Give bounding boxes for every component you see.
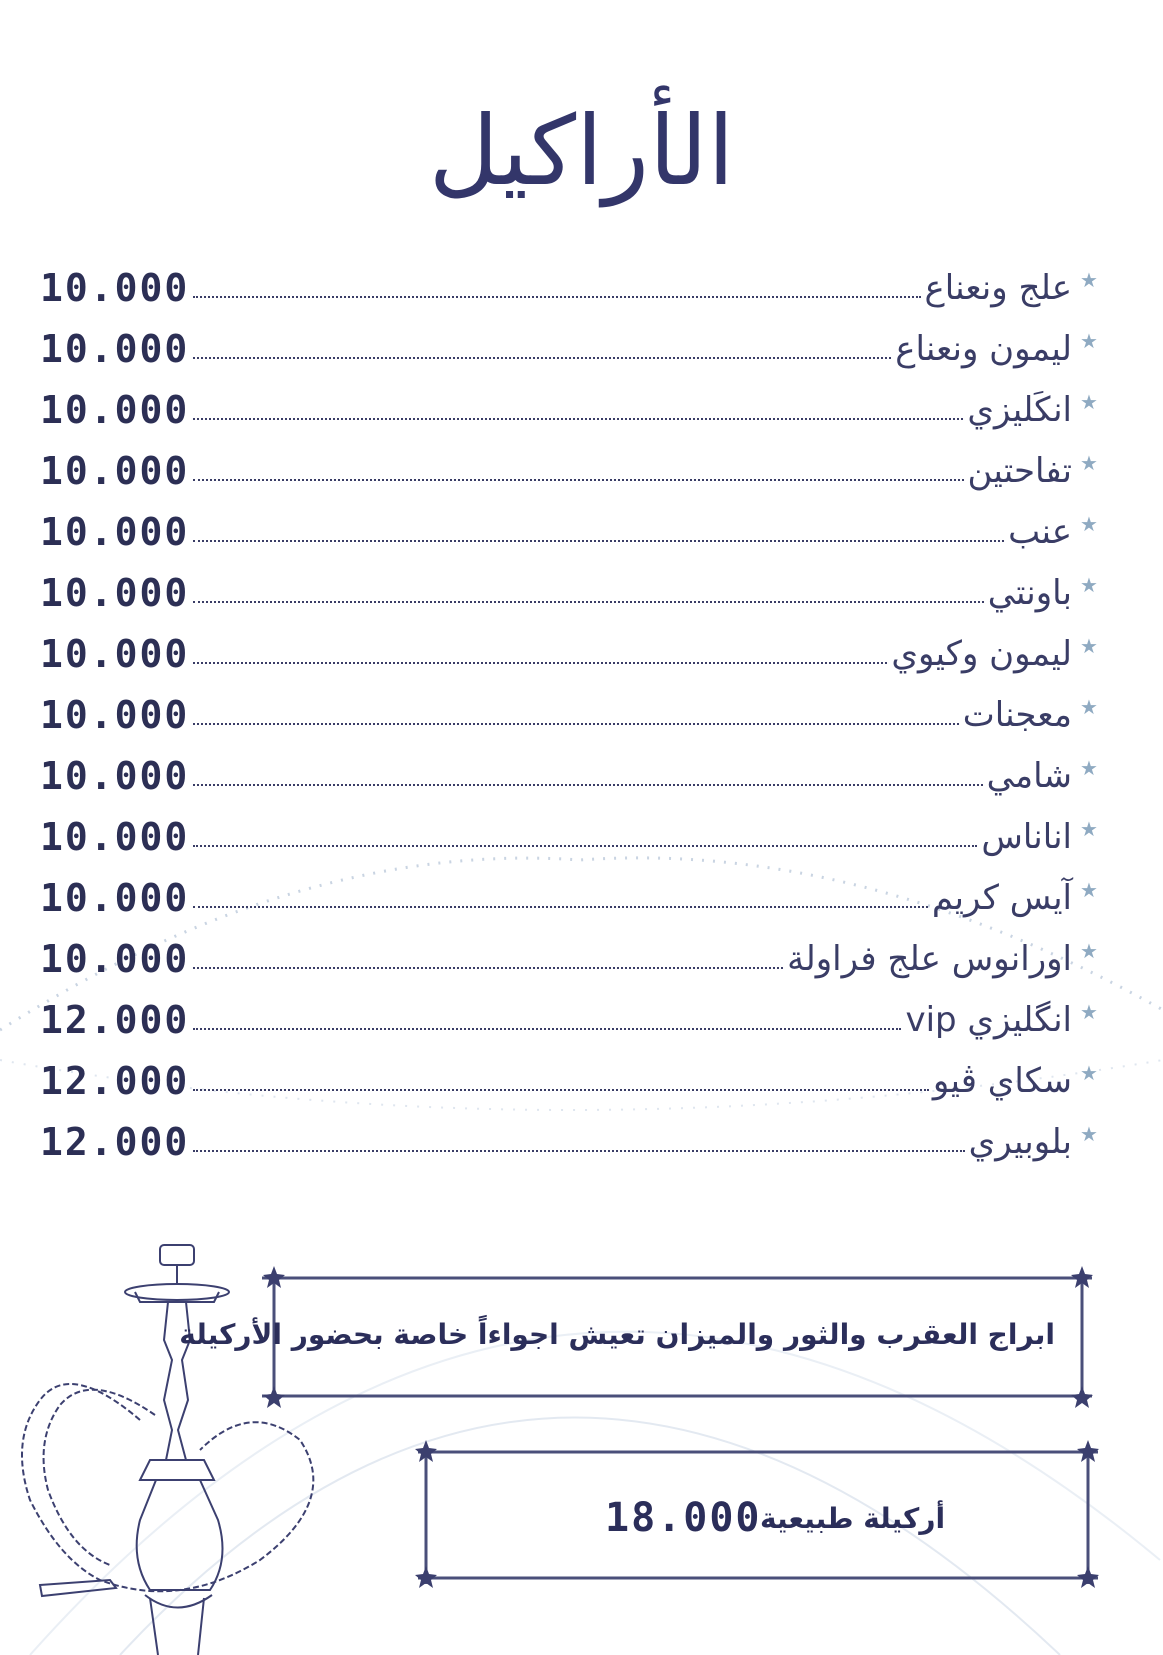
item-price: 10.000 xyxy=(40,632,190,676)
dot-leader xyxy=(193,662,887,664)
star-icon: ★ xyxy=(1080,1122,1098,1146)
item-name: عنب xyxy=(1008,512,1072,552)
dot-leader xyxy=(193,296,920,298)
menu-item xyxy=(40,553,1100,615)
page-title: الأراكيل xyxy=(428,95,735,207)
natural-hookah-name: أركيلة طبيعية xyxy=(760,1502,946,1535)
item-name: اناناس xyxy=(981,817,1072,857)
dot-leader xyxy=(193,418,963,420)
menu-item xyxy=(40,980,1100,1042)
star-icon: ★ xyxy=(1080,573,1098,597)
menu-item xyxy=(40,492,1100,554)
menu-item xyxy=(40,1041,1100,1103)
menu-item xyxy=(40,309,1100,371)
menu-item xyxy=(40,797,1100,859)
menu-item xyxy=(40,614,1100,676)
item-price: 12.000 xyxy=(40,1059,190,1103)
menu-item xyxy=(40,431,1100,493)
item-price: 12.000 xyxy=(40,998,190,1042)
item-price: 10.000 xyxy=(40,327,190,371)
item-price: 10.000 xyxy=(40,754,190,798)
item-name: شامي xyxy=(986,756,1072,796)
star-icon: ★ xyxy=(1080,451,1098,475)
item-price: 10.000 xyxy=(40,937,190,981)
dot-leader xyxy=(193,967,783,969)
dot-leader xyxy=(193,784,982,786)
natural-hookah-price: 18.000 xyxy=(605,1495,762,1541)
item-price: 10.000 xyxy=(40,266,190,310)
menu-item xyxy=(40,919,1100,981)
menu-item xyxy=(40,675,1100,737)
item-name: سكاي ڤيو xyxy=(932,1061,1072,1101)
menu-item xyxy=(40,248,1100,310)
star-icon: ★ xyxy=(1080,756,1098,780)
dot-leader xyxy=(193,357,891,359)
promo-text: ابراج العقرب والثور والميزان تعيش اجواءاً خاصة بحضور الأركيلة xyxy=(179,1318,1055,1351)
item-name: اورانوس علج فراولة xyxy=(787,939,1072,979)
dot-leader xyxy=(193,1028,901,1030)
menu-item xyxy=(40,370,1100,432)
hookah-illustration xyxy=(22,1245,313,1655)
item-price: 10.000 xyxy=(40,571,190,615)
item-price: 10.000 xyxy=(40,510,190,554)
star-icon: ★ xyxy=(1080,390,1098,414)
item-price: 10.000 xyxy=(40,693,190,737)
dot-leader xyxy=(193,1089,929,1091)
dot-leader xyxy=(193,479,963,481)
dot-leader xyxy=(193,1150,964,1152)
star-icon: ★ xyxy=(1080,1061,1098,1085)
menu-item xyxy=(40,858,1100,920)
menu-item xyxy=(40,736,1100,798)
item-name: انكَليزي xyxy=(967,390,1072,430)
star-icon: ★ xyxy=(1080,817,1098,841)
star-icon: ★ xyxy=(1080,878,1098,902)
star-icon: ★ xyxy=(1080,512,1098,536)
dot-leader xyxy=(193,845,977,847)
item-name: بلوبيري xyxy=(968,1122,1072,1162)
dot-leader xyxy=(193,540,1004,542)
star-icon: ★ xyxy=(1080,695,1098,719)
menu-item xyxy=(40,1102,1100,1164)
item-price: 10.000 xyxy=(40,876,190,920)
dot-leader xyxy=(193,906,928,908)
dot-leader xyxy=(193,601,983,603)
item-name: ليمون ونعناع xyxy=(895,329,1072,369)
item-name: باونتي xyxy=(987,573,1072,613)
item-name: معجنات xyxy=(962,695,1072,735)
item-name: آيس كريم xyxy=(931,878,1072,918)
star-icon: ★ xyxy=(1080,939,1098,963)
item-price: 10.000 xyxy=(40,815,190,859)
item-name: علج ونعناع xyxy=(924,268,1072,308)
star-icon: ★ xyxy=(1080,268,1098,292)
item-price: 10.000 xyxy=(40,388,190,432)
item-price: 12.000 xyxy=(40,1120,190,1164)
dot-leader xyxy=(193,723,959,725)
star-icon: ★ xyxy=(1080,1000,1098,1024)
item-name: ليمون وكيوي xyxy=(891,634,1072,674)
item-name: تفاحتين xyxy=(967,451,1072,491)
star-icon: ★ xyxy=(1080,329,1098,353)
star-icon: ★ xyxy=(1080,634,1098,658)
item-name: انگليزي vip xyxy=(905,1000,1072,1040)
item-price: 10.000 xyxy=(40,449,190,493)
